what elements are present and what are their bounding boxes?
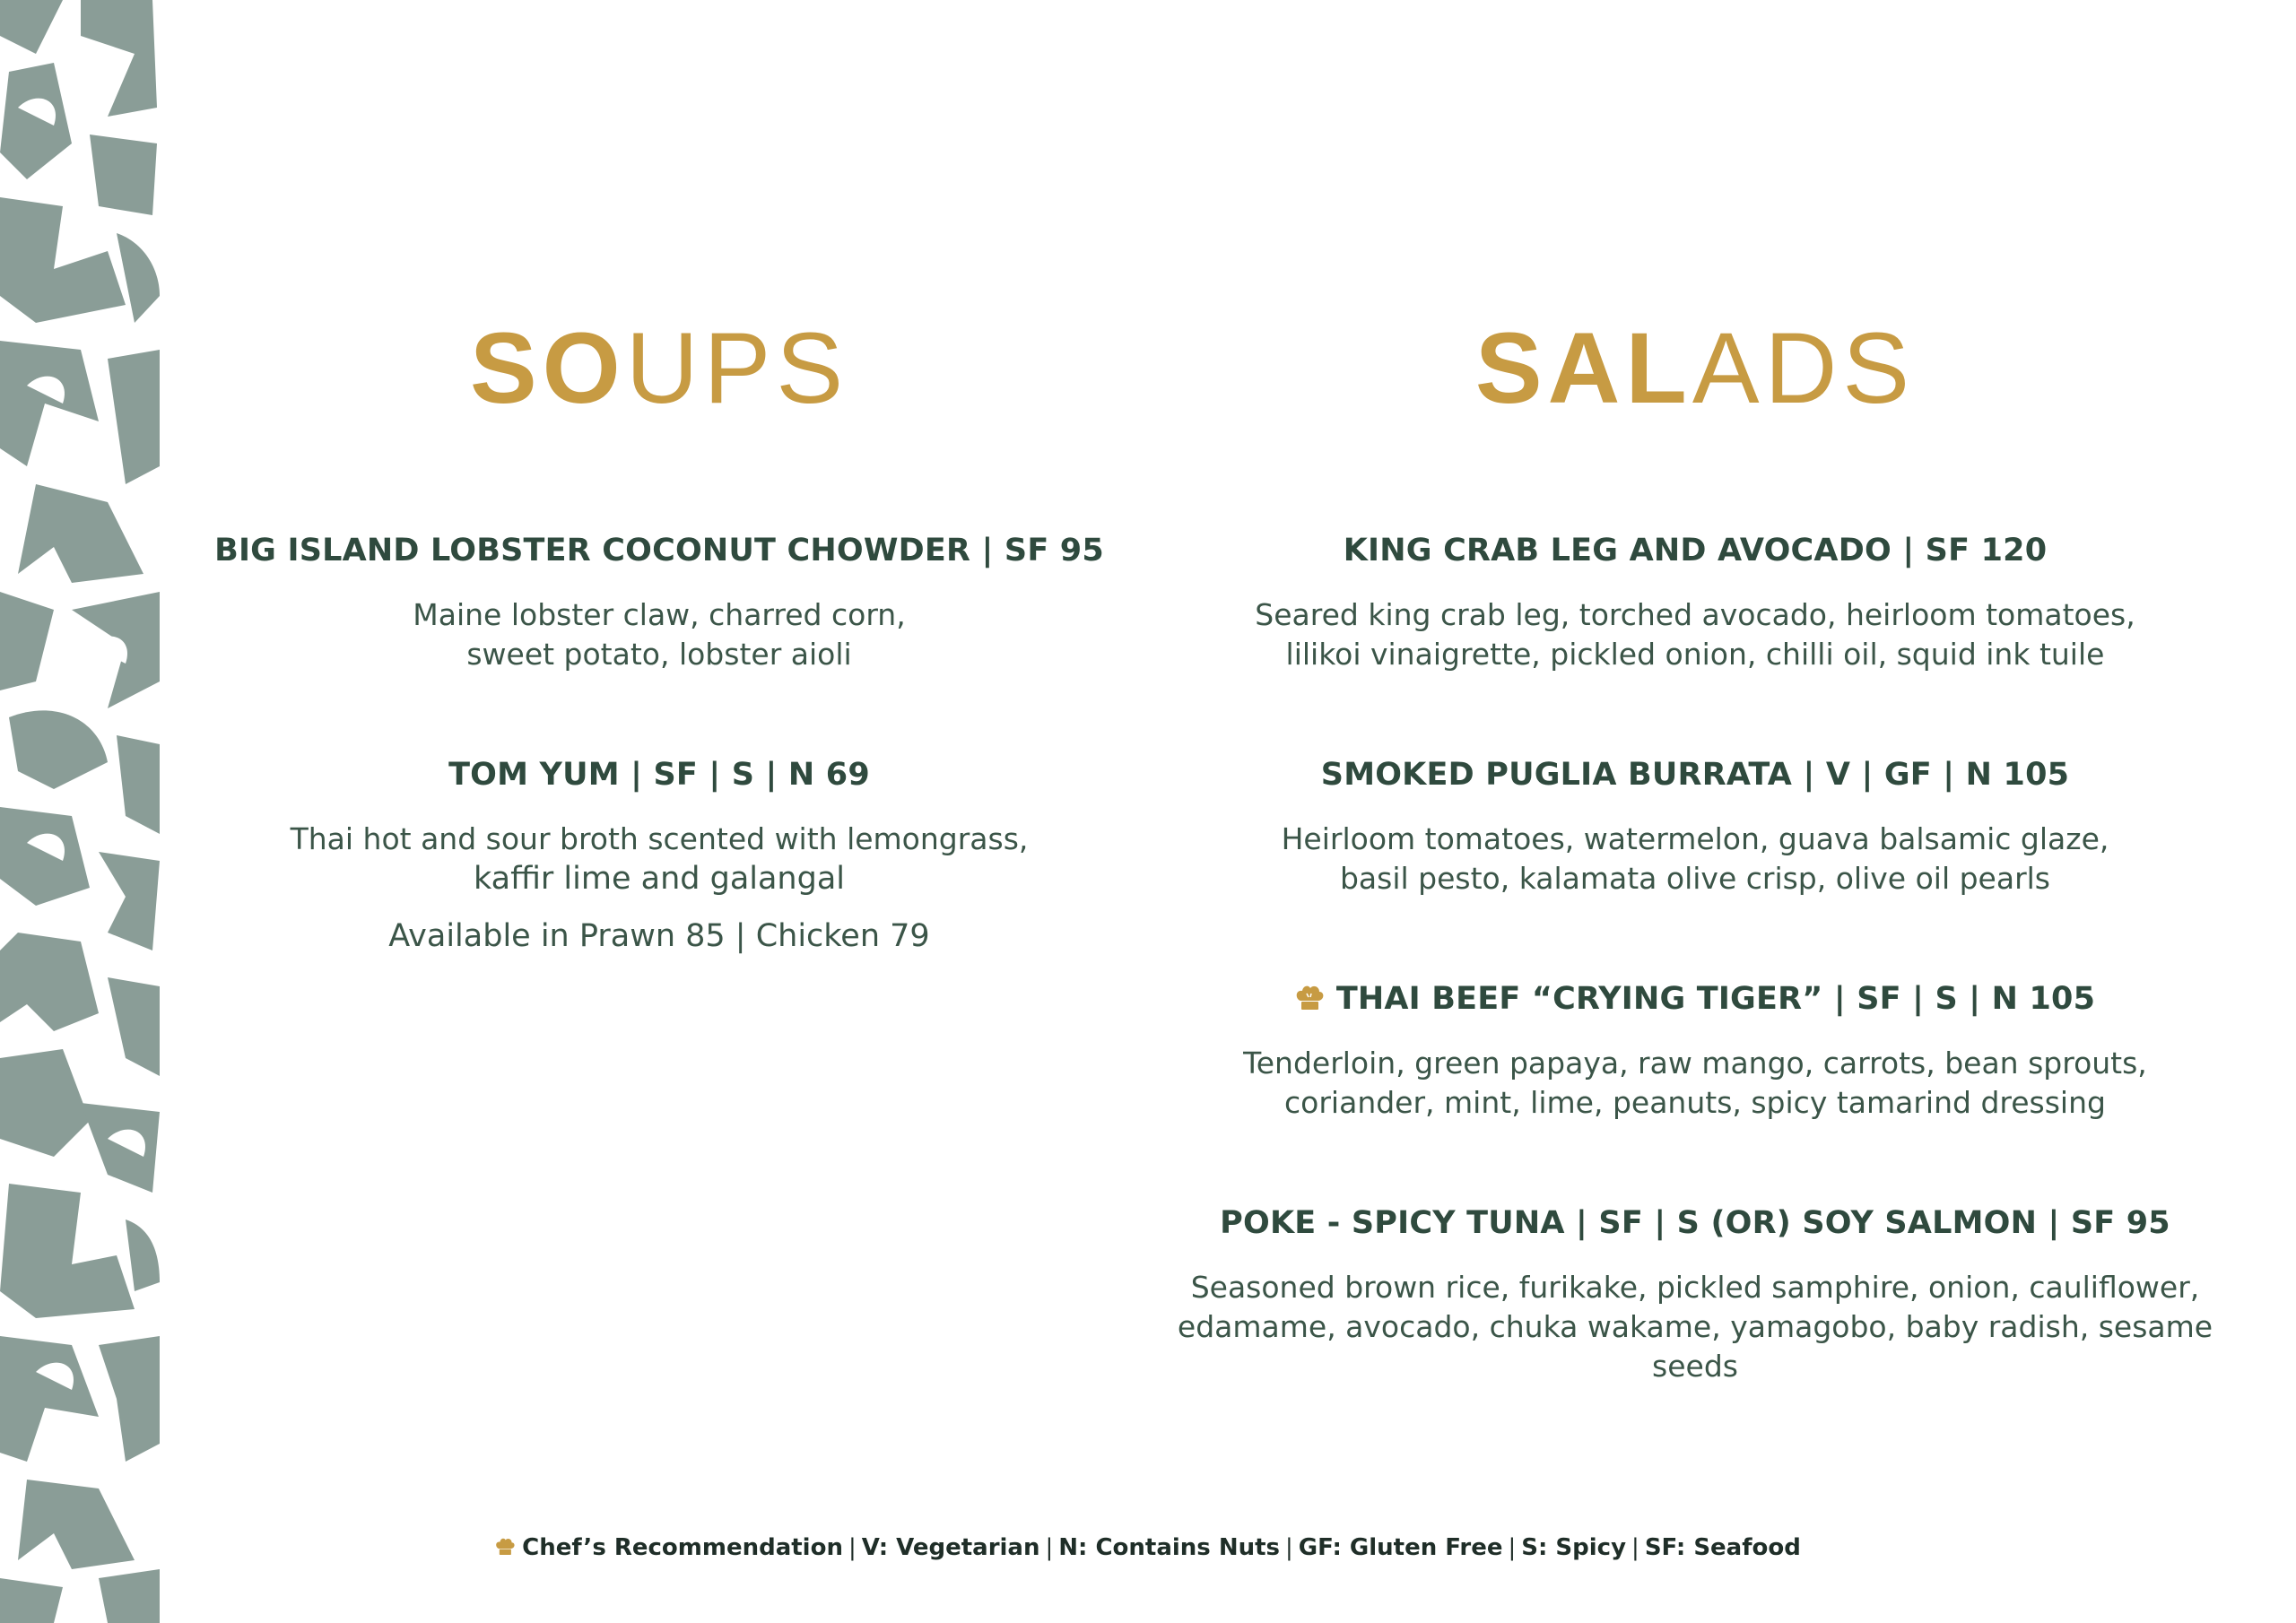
salads-title [1157, 312, 2233, 424]
item-desc-line: Seared king crab leg, torched avocado, heirloom tomatoes, [1255, 597, 2135, 632]
soups-title-bold: SO [469, 312, 626, 424]
chef-hat-icon [495, 1537, 515, 1557]
legend-chef-recommendation: Chef’s Recommendation [522, 1534, 843, 1561]
item-description [1157, 820, 2233, 898]
soups-title [206, 312, 1112, 424]
legend-gluten-free: GF: Gluten Free [1298, 1534, 1503, 1561]
menu-item [206, 755, 1112, 956]
legend-vegetarian: V: Vegetarian [861, 1534, 1040, 1561]
item-name: POKE - SPICY TUNA | SF | S (OR) SOY SALMON | SF 95 [1220, 1205, 2170, 1241]
item-desc-line: Maine lobster claw, charred corn, [413, 597, 906, 632]
item-name: TOM YUM | SF | S | N 69 [448, 757, 870, 793]
menu-item [1157, 979, 2233, 1123]
soups-title-light: UPS [625, 312, 849, 424]
salads-title-bold: SAL [1474, 312, 1692, 424]
item-desc-line: Heirloom tomatoes, watermelon, guava balsamic glaze, [1281, 821, 2109, 856]
item-name: BIG ISLAND LOBSTER COCONUT CHOWDER | SF 95 [214, 533, 1104, 568]
legend-separator: | [1508, 1534, 1517, 1561]
item-name-row [1157, 979, 2233, 1019]
decorative-pattern-strip [0, 0, 160, 1623]
item-desc-line: Thai hot and sour broth scented with lemongrass, [290, 821, 1029, 856]
item-name: KING CRAB LEG AND AVOCADO | SF 120 [1343, 533, 2048, 568]
item-desc-line: Tenderloin, green papaya, raw mango, carrots, bean sprouts, [1243, 1046, 2147, 1081]
item-desc-line: kaffir lime and galangal [473, 861, 846, 897]
menu-item [1157, 531, 2233, 674]
item-desc-line: Seasoned brown rice, furikake, pickled samphire, onion, cauliflower, [1190, 1270, 2200, 1305]
item-desc-line: sweet potato, lobster aioli [466, 637, 852, 672]
item-description [1157, 595, 2233, 674]
item-description [206, 820, 1112, 898]
legend-separator: | [1285, 1534, 1293, 1561]
legend-separator: | [1045, 1534, 1054, 1561]
menu-item [1157, 1203, 2233, 1386]
item-availability: Available in Prawn 85 | Chicken 79 [388, 918, 930, 954]
legend [0, 1534, 2296, 1561]
item-desc-line: lilikoi vinaigrette, pickled onion, chilli oil, squid ink tuile [1285, 637, 2105, 672]
legend-separator: | [1631, 1534, 1639, 1561]
item-name: THAI BEEF “CRYING TIGER” | SF | S | N 105 [1335, 981, 2096, 1017]
item-desc-line: coriander, mint, lime, peanuts, spicy tamarind dressing [1284, 1085, 2106, 1120]
menu-item [1157, 755, 2233, 898]
item-description [206, 595, 1112, 674]
legend-separator: | [848, 1534, 857, 1561]
salads-title-light: ADS [1692, 312, 1916, 424]
chef-hat-icon [1295, 985, 1324, 1011]
legend-seafood: SF: Seafood [1644, 1534, 1801, 1561]
item-description [1157, 1268, 2233, 1386]
item-description [1157, 1044, 2233, 1123]
menu-item [206, 531, 1112, 674]
item-desc-line: edamame, avocado, chuka wakame, yamagobo, baby radish, sesame seeds [1177, 1309, 2213, 1384]
legend-contains-nuts: N: Contains Nuts [1058, 1534, 1281, 1561]
item-name: SMOKED PUGLIA BURRATA | V | GF | N 105 [1320, 757, 2070, 793]
legend-spicy: S: Spicy [1521, 1534, 1627, 1561]
item-desc-line: basil pesto, kalamata olive crisp, olive oil pearls [1339, 861, 2051, 896]
